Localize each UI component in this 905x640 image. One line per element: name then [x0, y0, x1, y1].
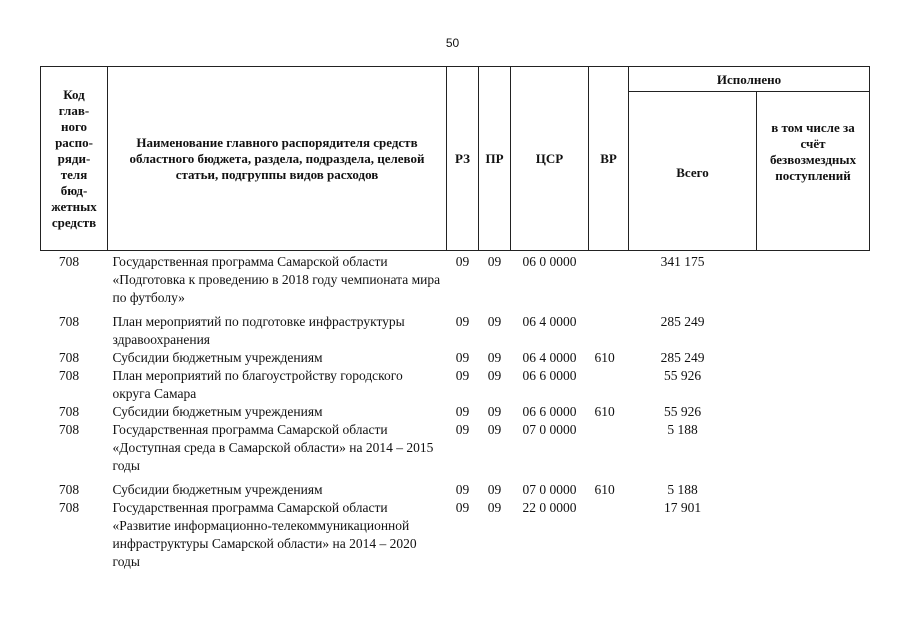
cell-pr: 09	[487, 350, 502, 365]
cell-vr	[589, 499, 629, 571]
cell-pr: 09	[487, 404, 502, 419]
table-header	[41, 67, 870, 251]
cell-pr: 09	[487, 368, 502, 383]
table-row	[41, 251, 870, 314]
header-total: Всего	[629, 92, 757, 251]
cell-total: 285 249	[660, 314, 705, 329]
header-vr: ВР	[589, 67, 629, 251]
cell-free	[757, 313, 870, 349]
cell-code: 708	[58, 500, 80, 515]
cell-pr: 09	[487, 500, 502, 515]
cell-code: 708	[58, 404, 80, 419]
cell-pr: 09	[487, 254, 502, 269]
cell-rz: 09	[455, 350, 470, 365]
cell-csr: 07 0 0000	[522, 422, 577, 437]
cell-vr	[589, 251, 629, 314]
cell-name: План мероприятий по подготовке инфраструктуры здравоохранения	[112, 314, 405, 347]
cell-free	[757, 481, 870, 499]
cell-vr	[589, 367, 629, 403]
cell-code: 708	[58, 350, 80, 365]
cell-code: 708	[58, 368, 80, 383]
cell-csr: 07 0 0000	[522, 482, 577, 497]
cell-code: 708	[58, 482, 80, 497]
header-code-line: теля	[60, 166, 88, 182]
cell-name: Субсидии бюджетным учреждениям	[112, 350, 323, 365]
cell-csr: 06 4 0000	[522, 350, 577, 365]
header-code-line: глав-	[58, 102, 90, 118]
header-code	[41, 67, 108, 251]
table-row	[41, 421, 870, 481]
cell-total: 5 188	[667, 482, 698, 497]
cell-total: 285 249	[660, 350, 705, 365]
cell-name: Государственная программа Самарской области «Подготовка к проведению в 2018 году чемпионата мира по футболу»	[112, 254, 441, 305]
cell-free	[757, 367, 870, 403]
header-code-line: ного	[60, 118, 88, 134]
cell-free	[757, 421, 870, 481]
cell-csr: 06 0 0000	[522, 254, 577, 269]
cell-vr: 610	[594, 482, 615, 497]
cell-vr: 610	[594, 404, 615, 419]
table-row	[41, 481, 870, 499]
cell-rz: 09	[455, 422, 470, 437]
cell-vr: 610	[594, 350, 615, 365]
cell-free	[757, 349, 870, 367]
cell-vr	[589, 421, 629, 481]
table-row	[41, 499, 870, 571]
header-executed: Исполнено	[629, 67, 870, 92]
header-code-line: распо-	[55, 134, 93, 150]
cell-pr: 09	[487, 314, 502, 329]
cell-name: Государственная программа Самарской области «Доступная среда в Самарской области» на 2014 – 2015 годы	[112, 422, 434, 473]
cell-code: 708	[58, 422, 80, 437]
budget-table	[40, 66, 870, 571]
cell-code: 708	[58, 254, 80, 269]
cell-rz: 09	[455, 314, 470, 329]
header-code-line: жетных	[51, 198, 97, 214]
header-code-line: Код	[63, 86, 85, 102]
cell-free	[757, 251, 870, 314]
cell-rz: 09	[455, 254, 470, 269]
header-free-receipts: в том числе за счёт безвозмездных поступлений	[757, 92, 870, 251]
header-rz: РЗ	[447, 67, 479, 251]
header-code-line: ряди-	[57, 150, 91, 166]
cell-total: 55 926	[663, 404, 702, 419]
header-name: Наименование главного распорядителя средств областного бюджета, раздела, подраздела, целевой статьи, подгруппы видов расходов	[108, 67, 447, 251]
cell-code: 708	[58, 314, 80, 329]
cell-free	[757, 403, 870, 421]
cell-csr: 06 6 0000	[522, 404, 577, 419]
cell-total: 341 175	[660, 254, 705, 269]
cell-rz: 09	[455, 404, 470, 419]
cell-csr: 06 4 0000	[522, 314, 577, 329]
cell-name: Государственная программа Самарской области «Развитие информационно-телекоммуникационной инфраструктуры Самарской области» на 2014 – 2020 годы	[112, 500, 417, 569]
table-row	[41, 349, 870, 367]
header-csr: ЦСР	[511, 67, 589, 251]
header-code-line: бюд-	[60, 182, 88, 198]
cell-vr	[589, 313, 629, 349]
cell-name: Субсидии бюджетным учреждениям	[112, 404, 323, 419]
cell-total: 5 188	[667, 422, 698, 437]
table-row	[41, 313, 870, 349]
cell-csr: 06 6 0000	[522, 368, 577, 383]
cell-pr: 09	[487, 482, 502, 497]
cell-rz: 09	[455, 368, 470, 383]
table-row	[41, 403, 870, 421]
cell-free	[757, 499, 870, 571]
cell-csr: 22 0 0000	[522, 500, 577, 515]
cell-total: 55 926	[663, 368, 702, 383]
page-number: 50	[445, 36, 460, 50]
cell-rz: 09	[455, 482, 470, 497]
header-code-line: средств	[51, 214, 97, 230]
table-row	[41, 367, 870, 403]
header-pr: ПР	[479, 67, 511, 251]
cell-pr: 09	[487, 422, 502, 437]
cell-name: План мероприятий по благоустройству городского округа Самара	[112, 368, 403, 401]
cell-total: 17 901	[663, 500, 702, 515]
table-body	[41, 251, 870, 572]
cell-name: Субсидии бюджетным учреждениям	[112, 482, 323, 497]
cell-rz: 09	[455, 500, 470, 515]
